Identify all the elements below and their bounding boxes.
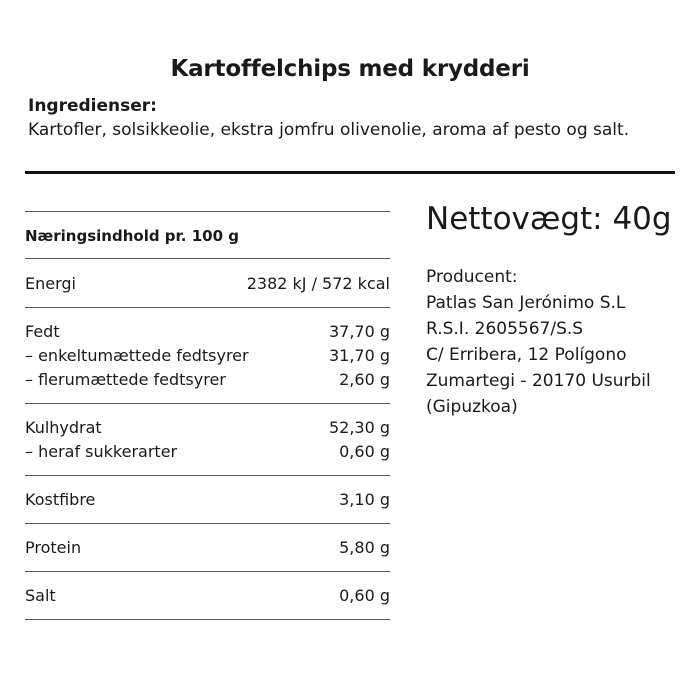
- nutrition-row-carbohydrate: [25, 416, 390, 438]
- producer-line: R.S.I. 2605567/S.S: [426, 319, 584, 339]
- row-value: 31,70 g: [328, 345, 390, 365]
- nutrition-row-protein: [25, 536, 390, 558]
- producer-block: [426, 264, 651, 420]
- ingredients-heading: Ingredienser:: [28, 96, 157, 116]
- row-value: 0,60 g: [339, 441, 390, 461]
- producer-line: Producent:: [426, 267, 518, 287]
- product-title: Kartoffelchips med krydderi: [170, 56, 530, 82]
- nutrition-row-energy: [25, 272, 390, 294]
- row-value: 37,70 g: [328, 321, 390, 341]
- table-rule: [25, 619, 390, 620]
- row-value: 3,10 g: [339, 489, 390, 509]
- row-value: 52,30 g: [328, 417, 390, 437]
- row-value: 2382 kJ / 572 kcal: [246, 273, 390, 293]
- row-value: 2,60 g: [339, 369, 390, 389]
- row-label: – heraf sukkerarter: [25, 441, 178, 461]
- producer-line: Zumartegi - 20170 Usurbil: [426, 371, 651, 391]
- table-rule: [25, 403, 390, 404]
- table-rule: [25, 571, 390, 572]
- row-value: 0,60 g: [339, 585, 390, 605]
- nutrition-row-fibre: [25, 488, 390, 510]
- table-rule: [25, 258, 390, 259]
- row-label: Kulhydrat: [25, 417, 102, 437]
- row-label: – flerumættede fedtsyrer: [25, 369, 226, 389]
- nutrition-row-sugars: [25, 440, 390, 462]
- table-rule: [25, 307, 390, 308]
- section-divider: [25, 171, 675, 174]
- producer-line: Patlas San Jerónimo S.L: [426, 293, 626, 313]
- ingredients-text: Kartofler, solsikkeolie, ekstra jomfru olivenolie, aroma af pesto og salt.: [28, 120, 630, 140]
- row-label: Protein: [25, 537, 82, 557]
- row-label: Kostfibre: [25, 489, 96, 509]
- row-label: Fedt: [25, 321, 60, 341]
- net-weight: Nettovægt: 40g: [426, 201, 672, 237]
- table-rule: [25, 211, 390, 212]
- table-rule: [25, 523, 390, 524]
- nutrition-row-salt: [25, 584, 390, 606]
- row-label: Energi: [25, 273, 76, 293]
- nutrition-heading: Næringsindhold pr. 100 g: [25, 227, 239, 245]
- nutrition-row-polyunsaturated: [25, 368, 390, 390]
- row-label: Salt: [25, 585, 56, 605]
- nutrition-row-monounsaturated: [25, 344, 390, 366]
- nutrition-row-fat: [25, 320, 390, 342]
- producer-line: C/ Erribera, 12 Polígono: [426, 345, 627, 365]
- row-value: 5,80 g: [339, 537, 390, 557]
- table-rule: [25, 475, 390, 476]
- producer-line: (Gipuzkoa): [426, 397, 518, 417]
- row-label: – enkeltumættede fedtsyrer: [25, 345, 249, 365]
